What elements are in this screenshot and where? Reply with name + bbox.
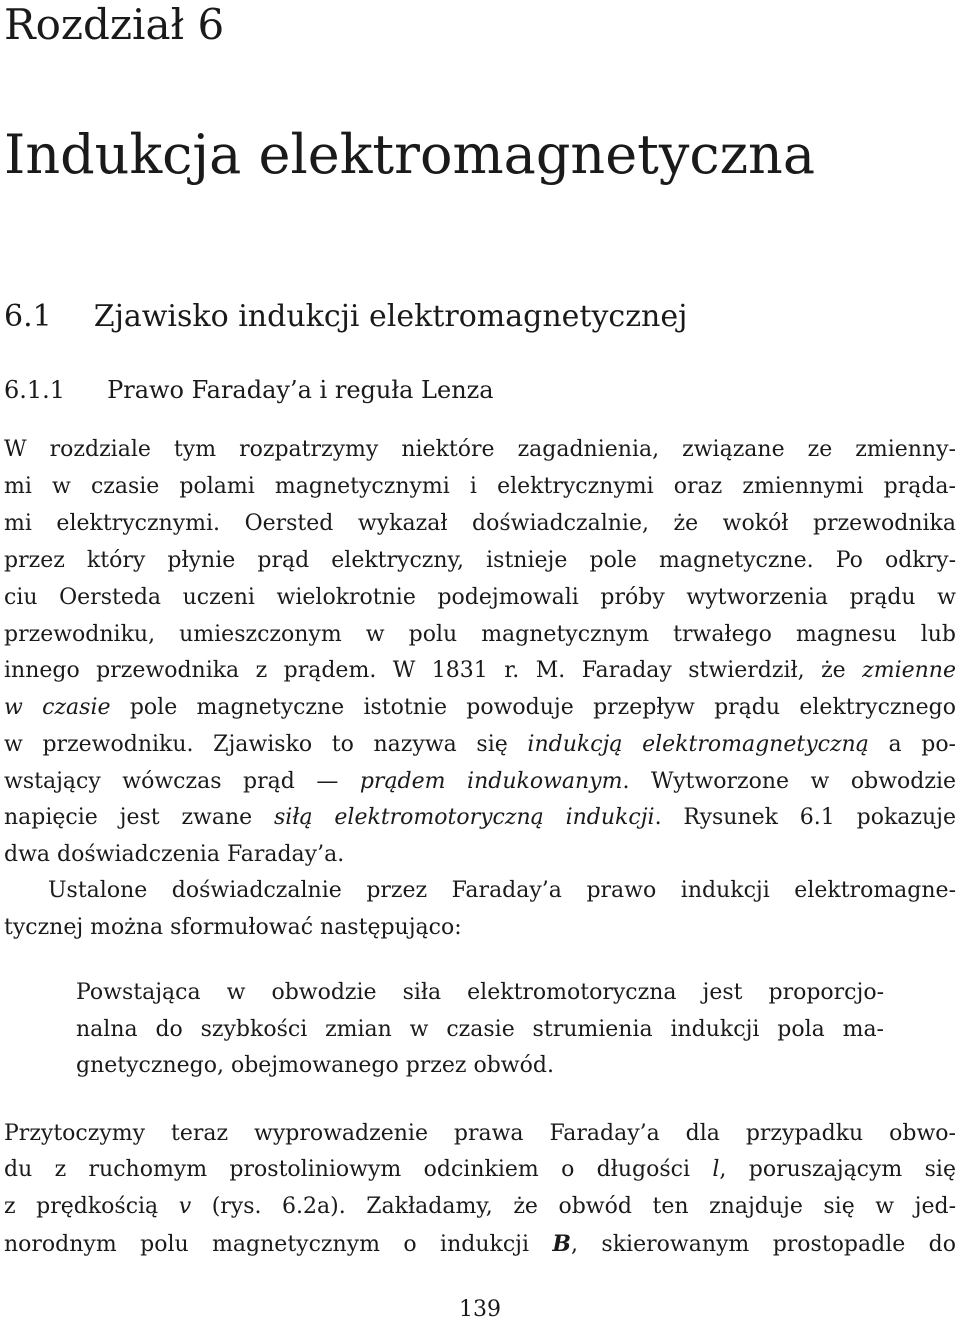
emphasis-text: prądem indukowanym [359,769,623,794]
text-span: , poruszającym się [719,1157,956,1182]
text-line [4,1152,956,1188]
text-line: tycznej można sformułować następująco: [4,915,462,940]
text-line: Ustalone doświadczalnie przez Faraday’a prawo indukcji elektromagne- [48,878,956,903]
text-line: dwa doświadczenia Faraday’a. [4,842,345,867]
emphasis-text: zmienne [862,658,956,683]
text-line [4,690,956,726]
text-line: W rozdziale tym rozpatrzymy niektóre zagadnienia, związane ze zmienny- [4,437,956,462]
text-line: przez który płynie prąd elektryczny, istnieje pole magnetyczne. Po odkry- [4,548,956,573]
subsection-number: 6.1.1 [4,376,66,404]
text-line: ciu Oersteda uczeni wielokrotnie podejmowali próby wytworzenia prądu w [4,585,956,610]
text-line: przewodniku, umieszczonym w polu magnetycznym trwałego magnesu lub [4,622,956,647]
text-line: Przytoczymy teraz wyprowadzenie prawa Faraday’a dla przypadku obwo- [4,1121,956,1146]
text-span: (rys. 6.2a). Zakładamy, że obwód ten znajduje się w jed- [191,1194,957,1219]
text-span: . Rysunek 6.1 pokazuje [654,805,957,830]
emphasis-text: indukcją elektromagnetyczną [527,732,869,757]
text-line [4,800,956,836]
section-heading [4,297,687,337]
emphasis-text: w czasie [4,695,111,720]
text-span: napięcie jest zwane [4,805,274,830]
text-line: mi elektrycznymi. Oersted wykazał doświadczalnie, że wokół przewodnika [4,511,956,536]
section-number: 6.1 [4,299,52,334]
text-line [4,653,956,689]
text-span: du z ruchomym prostoliniowym odcinkiem o długości [4,1157,713,1182]
math-variable: l [712,1157,720,1182]
text-line [4,764,956,800]
chapter-title: Indukcja elektromagnetyczna [4,123,816,186]
text-line [4,1226,956,1263]
math-vector: B [552,1231,572,1257]
text-line: nalna do szybkości zmian w czasie strumienia indukcji pola ma- [76,1017,884,1042]
page-number: 139 [459,1297,501,1322]
section-title: Zjawisko indukcji elektromagnetycznej [93,299,688,334]
text-span: wstający wówczas prąd — [4,769,360,794]
text-span: pole magnetyczne istotnie powoduje przepływ prądu elektrycznego [110,695,956,720]
text-line: Powstająca w obwodzie siła elektromotoryczna jest proporcjo- [76,980,884,1005]
text-line: mi w czasie polami magnetycznymi i elektrycznymi oraz zmiennymi prąda- [4,474,956,499]
text-line [4,1189,956,1225]
text-line [4,727,956,763]
text-span: , skierowanym prostopadle do [571,1232,956,1257]
math-variable: v [178,1194,192,1219]
text-span: z prędkością [4,1194,179,1219]
subsection-title: Prawo Faraday’a i reguła Lenza [107,376,494,404]
subsection-heading [4,374,494,406]
text-span: innego przewodnika z prądem. W 1831 r. M. Faraday stwierdził, że [4,658,863,683]
emphasis-text: siłą elektromotoryczną indukcji [274,805,655,830]
chapter-label: Rozdział 6 [4,0,225,49]
text-span: a po- [868,732,956,757]
text-span: . Wytworzone w obwodzie [622,769,956,794]
text-span: norodnym polu magnetycznym o indukcji [4,1232,553,1257]
text-span: w przewodniku. Zjawisko to nazywa się [4,732,528,757]
text-line: gnetycznego, obejmowanego przez obwód. [76,1053,554,1078]
